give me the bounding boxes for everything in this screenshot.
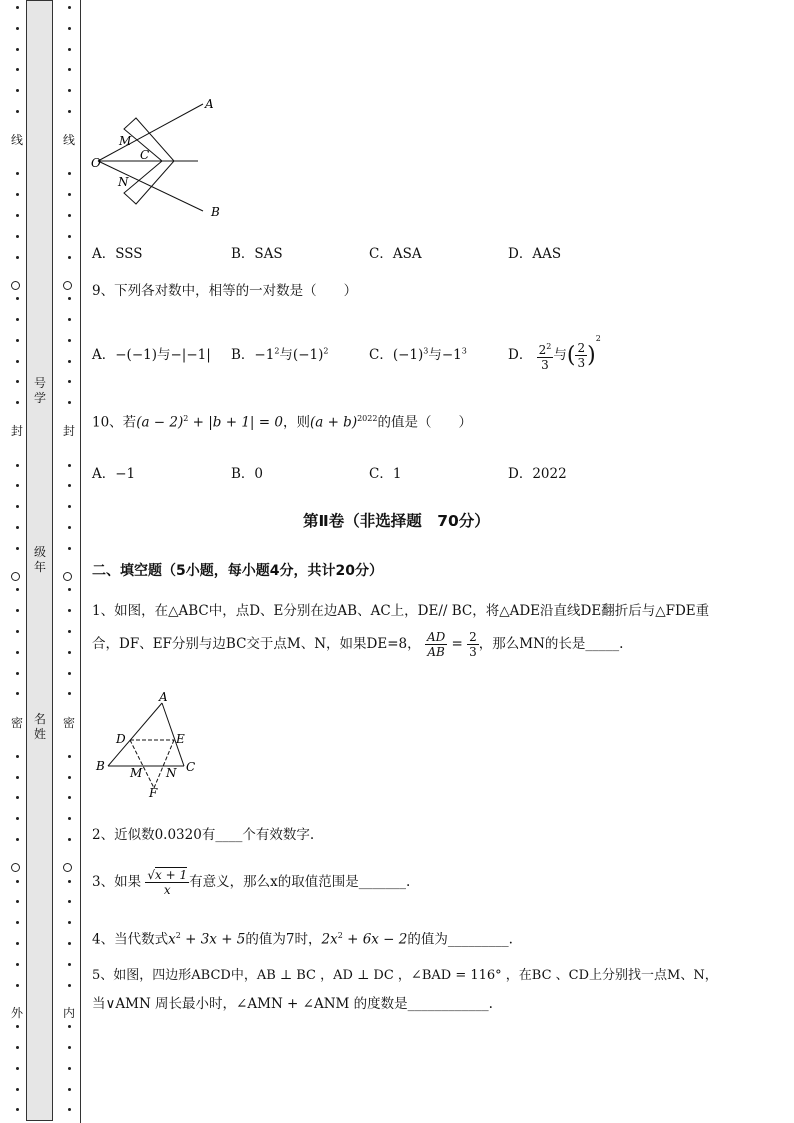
close-char-left: 密: [11, 716, 24, 730]
binding-border-line: [80, 0, 81, 1123]
binding-dot: [68, 672, 71, 675]
dotted-line-outer: [14, 0, 24, 1123]
binding-dot: [68, 921, 71, 924]
binding-dot: [16, 984, 19, 987]
binding-ring: [63, 281, 72, 290]
q9-d-fraction-2: $\frac{2}{3}$: [577, 341, 586, 370]
binding-dot: [16, 651, 19, 654]
close-char-right: 密: [63, 716, 76, 730]
line-char-left: 线: [11, 133, 24, 147]
q8-option-b: B．SAS: [231, 246, 283, 262]
binding-dot: [16, 1067, 19, 1070]
fig-f1-label-D: D: [116, 732, 126, 746]
binding-dot: [68, 360, 71, 363]
binding-ring: [11, 572, 20, 581]
binding-dot: [68, 776, 71, 779]
q9-option-c: C．$(-1)^3$与$-1^3$: [369, 346, 467, 363]
binding-dot: [68, 256, 71, 259]
binding-dot: [16, 27, 19, 30]
q10-stem: 10、若$(a - 2)^2 + |b + 1| = 0$，则$(a + b)^{2022}$的值是（ ）: [92, 414, 472, 431]
binding-dot: [68, 505, 71, 508]
binding-dot: [16, 796, 19, 799]
binding-dot: [68, 755, 71, 758]
q9-d-fraction-1: $\frac{2^2}{3}$: [538, 341, 552, 372]
binding-dot: [16, 963, 19, 966]
q9-option-d: D． $\frac{2^2}{3}$ 与( $\frac{2}{3}$ )$^2$: [508, 334, 601, 372]
binding-dot: [68, 796, 71, 799]
binding-dot: [16, 6, 19, 9]
binding-dot: [68, 838, 71, 841]
binding-dot: [16, 89, 19, 92]
binding-dot: [16, 193, 19, 196]
binding-dot: [68, 651, 71, 654]
binding-dot: [16, 360, 19, 363]
binding-dot: [16, 1088, 19, 1091]
binding-dot: [16, 900, 19, 903]
binding-dot: [16, 401, 19, 404]
binding-dot: [68, 588, 71, 591]
field-grade: 级 年: [33, 545, 46, 574]
part2-title: 第Ⅱ卷（非选择题 70分）: [303, 512, 490, 530]
binding-dot: [68, 609, 71, 612]
q10-option-b: B．0: [231, 466, 264, 482]
binding-dot: [68, 48, 71, 51]
binding-ring: [63, 863, 72, 872]
binding-dot: [68, 817, 71, 820]
fig8-label-O: O: [91, 156, 101, 170]
binding-dot: [16, 484, 19, 487]
binding-dot: [68, 630, 71, 633]
fig-f1-label-F: F: [149, 786, 158, 800]
binding-dot: [16, 692, 19, 695]
binding-dot: [16, 505, 19, 508]
fill5-line2: 当∨AMN 周长最小时，∠AMN + ∠ANM 的度数是____________.: [92, 996, 493, 1012]
seal-char-left: 封: [11, 424, 24, 438]
binding-dot: [68, 1067, 71, 1070]
inner-char: 内: [63, 1006, 76, 1020]
binding-dot: [68, 89, 71, 92]
binding-dot: [68, 339, 71, 342]
fig-f1-label-M: M: [130, 766, 143, 780]
q10-option-c: C．1: [369, 466, 402, 482]
q8-option-a: A．SSS: [92, 246, 143, 262]
fill5-line1: 5、如图，四边形ABCD中，AB ⊥ BC ，AD ⊥ DC ，∠BAD = 116° ，在BC 、CD上分别找一点M、N，: [92, 968, 718, 983]
fig8-label-N: N: [118, 175, 129, 189]
binding-dot: [68, 68, 71, 71]
binding-dot: [16, 755, 19, 758]
binding-dot: [16, 68, 19, 71]
q10-option-a: A．−1: [92, 466, 136, 482]
outer-char: 外: [11, 1006, 24, 1020]
fig-f1-label-B: B: [96, 759, 105, 773]
field-student-number: 号 学: [33, 376, 46, 405]
binding-dot: [68, 942, 71, 945]
binding-dot: [16, 776, 19, 779]
q8-option-c: C．ASA: [369, 246, 422, 262]
binding-dot: [68, 1025, 71, 1028]
line-char-right: 线: [63, 133, 76, 147]
fill1-fraction-two-thirds: $\frac{2}{3}$: [469, 630, 477, 659]
binding-dot: [68, 235, 71, 238]
binding-dot: [68, 172, 71, 175]
binding-dot: [16, 256, 19, 259]
binding-dot: [68, 526, 71, 529]
fig8-label-A: A: [205, 97, 214, 111]
seal-char-right: 封: [63, 424, 76, 438]
binding-dot: [16, 1025, 19, 1028]
binding-dot: [16, 380, 19, 383]
fig-f1-label-N: N: [166, 766, 177, 780]
binding-dot: [16, 297, 19, 300]
fig8-label-C: C: [140, 148, 150, 162]
binding-dot: [16, 172, 19, 175]
binding-margin: [0, 0, 82, 1123]
binding-dot: [16, 880, 19, 883]
binding-ring: [11, 281, 20, 290]
fig-f1-label-C: C: [186, 760, 196, 774]
fill1-line2: 合，DF、EF分别与边BC交于点M、N，如果DE=8， $\frac{AD}{AB}$ = $\frac{2}{3}$ ，那么MN的长是_____.: [92, 630, 624, 659]
binding-dot: [68, 110, 71, 113]
binding-dot: [68, 900, 71, 903]
field-name: 名 姓: [33, 712, 46, 741]
binding-dot: [16, 526, 19, 529]
fig-f1-label-E: E: [176, 732, 185, 746]
fig-f1-label-A: A: [159, 690, 168, 704]
binding-dot: [16, 942, 19, 945]
binding-dot: [16, 1046, 19, 1049]
binding-dot: [68, 1108, 71, 1111]
angle-bisector-figure: [88, 96, 228, 222]
binding-dot: [68, 318, 71, 321]
binding-dot: [68, 193, 71, 196]
section2-title: 二、填空题（5小题，每小题4分，共计20分）: [92, 563, 383, 579]
binding-dot: [16, 672, 19, 675]
binding-dot: [16, 838, 19, 841]
binding-dot: [68, 984, 71, 987]
binding-dot: [16, 110, 19, 113]
binding-dot: [16, 318, 19, 321]
binding-dot: [68, 963, 71, 966]
dotted-line-inner: [66, 0, 76, 1123]
binding-dot: [68, 297, 71, 300]
fig8-label-M: M: [119, 134, 132, 148]
q9-stem: 9、下列各对数中，相等的一对数是（ ）: [92, 283, 358, 299]
binding-dot: [68, 547, 71, 550]
q9-option-b: B．$-1^2$与$(-1)^2$: [231, 346, 329, 363]
binding-dot: [68, 27, 71, 30]
binding-dot: [16, 630, 19, 633]
binding-dot: [16, 921, 19, 924]
binding-dot: [16, 609, 19, 612]
binding-dot: [16, 214, 19, 217]
fill4-line: 4、当代数式$x^2 + 3x + 5$的值为7时，$2x^2 + 6x - 2$的值为_________.: [92, 931, 513, 948]
fill3-radical-fraction: $\frac{√x + 1}{x}$: [147, 868, 188, 897]
binding-dot: [68, 6, 71, 9]
binding-ring: [11, 863, 20, 872]
binding-dot: [16, 1108, 19, 1111]
fill1-line1: 1、如图，在△ABC中，点D、E分别在边AB、AC上，DE// BC，将△ADE沿直线DE翻折后与△FDE重: [92, 603, 710, 619]
binding-ring: [63, 572, 72, 581]
binding-dot: [16, 48, 19, 51]
binding-dot: [16, 235, 19, 238]
binding-dot: [68, 464, 71, 467]
fig8-label-B: B: [211, 205, 220, 219]
binding-dot: [68, 692, 71, 695]
binding-dot: [68, 484, 71, 487]
q10-option-d: D．2022: [508, 466, 567, 482]
binding-dot: [68, 380, 71, 383]
binding-dot: [16, 817, 19, 820]
q9-option-a: A．−(−1)与−|−1|: [92, 347, 211, 363]
binding-dot: [68, 880, 71, 883]
binding-dot: [16, 588, 19, 591]
fill3-line: 3、如果 $\frac{√x + 1}{x}$ 有意义，那么x的取值范围是_______.: [92, 868, 411, 897]
binding-dot: [68, 1046, 71, 1049]
binding-dot: [16, 339, 19, 342]
binding-dot: [16, 464, 19, 467]
binding-dot: [68, 401, 71, 404]
q8-option-d: D．AAS: [508, 246, 562, 262]
fill1-fraction-ad-ab: $\frac{AD}{AB}$: [426, 630, 446, 659]
fill2-line: 2、近似数0.0320有____个有效数字.: [92, 827, 315, 843]
binding-dot: [68, 1088, 71, 1091]
binding-dot: [68, 214, 71, 217]
triangle-fold-figure: [92, 688, 212, 800]
binding-dot: [16, 547, 19, 550]
